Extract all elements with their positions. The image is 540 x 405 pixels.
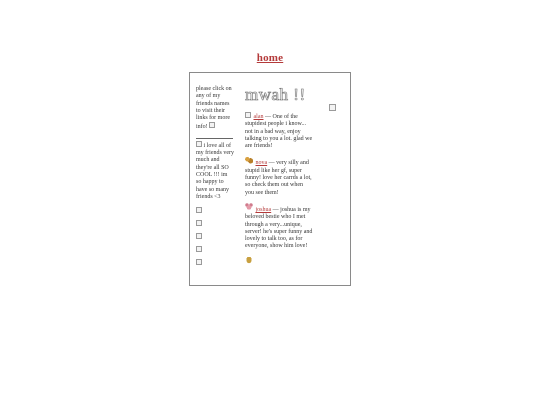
mushroom-icon xyxy=(245,257,253,265)
divider xyxy=(196,138,233,139)
broken-image-icon xyxy=(196,259,202,265)
broken-image-icon xyxy=(196,220,202,226)
friend-entry xyxy=(245,203,313,251)
broken-image-icon xyxy=(245,112,251,118)
sidebar xyxy=(196,86,234,272)
intro-text: please click on any of my friends names to visit their links for more info! xyxy=(196,86,232,131)
intro-paragraph xyxy=(196,86,234,132)
friend-entry xyxy=(245,112,313,150)
friend-entry xyxy=(245,156,313,196)
broken-image-icon xyxy=(329,104,336,111)
broken-image-icon xyxy=(196,207,202,213)
bunny-icon xyxy=(245,156,253,164)
friend-link-nova[interactable]: nova xyxy=(255,160,268,167)
broken-image-icon xyxy=(196,233,202,239)
friend-entry xyxy=(245,257,313,268)
friend-description: — joshua is my beloved bestie who I met through a very...unique, server! he's super funny and lovely to talk too, as for everyone, show him love! xyxy=(245,206,313,250)
icon-stack xyxy=(196,207,234,265)
content-frame xyxy=(189,72,351,286)
broken-image-icon xyxy=(196,246,202,252)
page-title: mwah !! xyxy=(245,85,306,104)
love-text: i love all of my friends very much and they're all SO COOL !!! im so happy to have so many friends <3 xyxy=(196,142,234,200)
broken-image-icon xyxy=(196,141,202,147)
main-column xyxy=(245,85,313,274)
home-link[interactable]: home xyxy=(256,52,284,64)
broken-image-icon xyxy=(209,122,215,128)
friend-link-joshua[interactable]: joshua xyxy=(255,206,272,213)
bear-icon xyxy=(245,203,253,211)
friend-description: — very silly and stupid like her gf, super funny! love her carrds a lot, so check them out when you see them! xyxy=(245,160,312,196)
love-paragraph xyxy=(196,141,234,201)
friend-link-alan[interactable]: alan xyxy=(253,114,264,120)
friend-description: — One of the stupidest people i know... not in a bad way, enjoy talking to you a lot. glad we are friends! xyxy=(245,114,313,150)
